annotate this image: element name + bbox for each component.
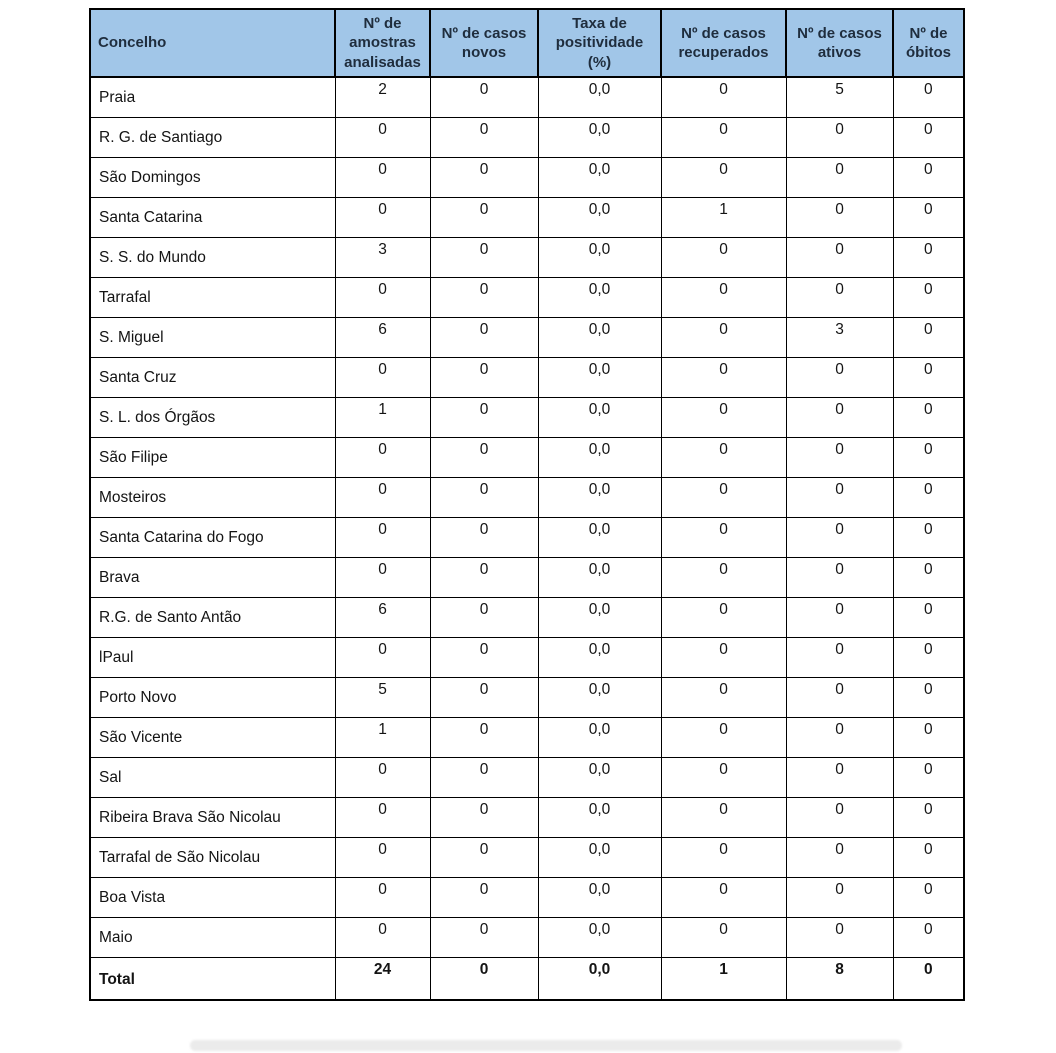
- column-header-casos-ativos: Nº de casos ativos: [786, 9, 893, 77]
- concelho-cell: lPaul: [90, 637, 335, 677]
- value-cell: 0: [335, 477, 430, 517]
- value-cell: 0: [786, 757, 893, 797]
- value-cell: 0: [661, 277, 786, 317]
- value-cell: 0: [430, 917, 538, 957]
- total-row: [90, 957, 964, 1000]
- value-cell: 0: [430, 957, 538, 1000]
- value-cell: 0: [430, 77, 538, 117]
- value-cell: 0,0: [538, 237, 661, 277]
- value-cell: 1: [335, 717, 430, 757]
- value-cell: 0: [661, 637, 786, 677]
- value-cell: 0: [430, 517, 538, 557]
- value-cell: 0: [661, 357, 786, 397]
- value-cell: 0: [893, 117, 964, 157]
- column-header-taxa-positividade: Taxa de positividade (%): [538, 9, 661, 77]
- value-cell: 6: [335, 597, 430, 637]
- value-cell: 0: [430, 317, 538, 357]
- table-drop-shadow: [190, 1040, 902, 1051]
- value-cell: 0: [661, 77, 786, 117]
- table-row: [90, 357, 964, 397]
- value-cell: 0: [661, 157, 786, 197]
- value-cell: 0: [786, 837, 893, 877]
- value-cell: 0: [893, 917, 964, 957]
- value-cell: 0: [335, 877, 430, 917]
- table-body: [90, 77, 964, 1000]
- value-cell: 0: [661, 717, 786, 757]
- value-cell: 0,0: [538, 637, 661, 677]
- value-cell: 0: [786, 597, 893, 637]
- value-cell: 3: [786, 317, 893, 357]
- value-cell: 0: [893, 477, 964, 517]
- value-cell: 0: [661, 117, 786, 157]
- value-cell: 0: [661, 837, 786, 877]
- value-cell: 0: [661, 317, 786, 357]
- value-cell: 0: [430, 117, 538, 157]
- value-cell: 0,0: [538, 837, 661, 877]
- value-cell: 0: [893, 637, 964, 677]
- value-cell: 5: [335, 677, 430, 717]
- concelho-cell: São Vicente: [90, 717, 335, 757]
- value-cell: 0: [335, 357, 430, 397]
- value-cell: 0: [661, 877, 786, 917]
- value-cell: 0,0: [538, 877, 661, 917]
- value-cell: 0,0: [538, 797, 661, 837]
- table-row: [90, 157, 964, 197]
- value-cell: 0: [786, 517, 893, 557]
- value-cell: 1: [661, 197, 786, 237]
- value-cell: 0: [893, 397, 964, 437]
- value-cell: 0: [430, 437, 538, 477]
- value-cell: 0: [430, 597, 538, 637]
- concelho-cell: São Filipe: [90, 437, 335, 477]
- value-cell: 0,0: [538, 317, 661, 357]
- value-cell: 0: [335, 437, 430, 477]
- value-cell: 6: [335, 317, 430, 357]
- value-cell: 0: [335, 517, 430, 557]
- table-row: [90, 597, 964, 637]
- column-header-amostras-analisadas: Nº de amostras analisadas: [335, 9, 430, 77]
- table-row: [90, 917, 964, 957]
- value-cell: 0: [893, 757, 964, 797]
- value-cell: 0,0: [538, 597, 661, 637]
- table-container: [89, 8, 965, 1001]
- concelho-cell: Santa Catarina: [90, 197, 335, 237]
- value-cell: 0,0: [538, 477, 661, 517]
- concelho-cell: R.G. de Santo Antão: [90, 597, 335, 637]
- value-cell: 0: [661, 477, 786, 517]
- value-cell: 0: [893, 677, 964, 717]
- value-cell: 0: [661, 237, 786, 277]
- concelho-cell: Ribeira Brava São Nicolau: [90, 797, 335, 837]
- value-cell: 0: [661, 437, 786, 477]
- value-cell: 0: [786, 357, 893, 397]
- value-cell: 0,0: [538, 957, 661, 1000]
- value-cell: 0,0: [538, 117, 661, 157]
- table-row: [90, 317, 964, 357]
- table-row: [90, 877, 964, 917]
- value-cell: 0: [893, 717, 964, 757]
- concelho-cell: Santa Catarina do Fogo: [90, 517, 335, 557]
- value-cell: 0: [335, 197, 430, 237]
- value-cell: 0: [786, 157, 893, 197]
- column-header-casos-novos: Nº de casos novos: [430, 9, 538, 77]
- value-cell: 0,0: [538, 677, 661, 717]
- value-cell: 0: [893, 837, 964, 877]
- concelho-cell: Sal: [90, 757, 335, 797]
- value-cell: 0,0: [538, 557, 661, 597]
- value-cell: 0: [786, 917, 893, 957]
- value-cell: 0: [661, 677, 786, 717]
- concelho-cell: Porto Novo: [90, 677, 335, 717]
- value-cell: 0: [786, 397, 893, 437]
- value-cell: 0: [335, 837, 430, 877]
- value-cell: 0: [893, 437, 964, 477]
- value-cell: 0,0: [538, 517, 661, 557]
- table-header: [90, 9, 964, 77]
- value-cell: 0: [430, 357, 538, 397]
- table-row: [90, 837, 964, 877]
- value-cell: 0: [786, 637, 893, 677]
- table-row: [90, 517, 964, 557]
- table-row: [90, 117, 964, 157]
- column-header-concelho: Concelho: [90, 9, 335, 77]
- table-row: [90, 277, 964, 317]
- concelhos-table: [89, 8, 965, 1001]
- value-cell: 0,0: [538, 197, 661, 237]
- concelho-cell: São Domingos: [90, 157, 335, 197]
- value-cell: 8: [786, 957, 893, 1000]
- table-row: [90, 197, 964, 237]
- concelho-cell: Total: [90, 957, 335, 1000]
- table-row: [90, 557, 964, 597]
- value-cell: 0: [786, 437, 893, 477]
- value-cell: 0: [430, 757, 538, 797]
- concelho-cell: Maio: [90, 917, 335, 957]
- value-cell: 0: [786, 717, 893, 757]
- concelho-cell: Brava: [90, 557, 335, 597]
- value-cell: 0: [893, 237, 964, 277]
- value-cell: 0: [430, 677, 538, 717]
- concelho-cell: S. Miguel: [90, 317, 335, 357]
- value-cell: 0,0: [538, 717, 661, 757]
- value-cell: 0: [893, 797, 964, 837]
- value-cell: 0: [335, 797, 430, 837]
- table-row: [90, 637, 964, 677]
- value-cell: 0: [661, 557, 786, 597]
- value-cell: 0: [430, 717, 538, 757]
- concelho-cell: S. S. do Mundo: [90, 237, 335, 277]
- value-cell: 0: [335, 917, 430, 957]
- value-cell: 0: [786, 197, 893, 237]
- value-cell: 0: [430, 637, 538, 677]
- concelho-cell: Mosteiros: [90, 477, 335, 517]
- value-cell: 0: [661, 917, 786, 957]
- value-cell: 0,0: [538, 757, 661, 797]
- value-cell: 0: [893, 277, 964, 317]
- value-cell: 0: [893, 957, 964, 1000]
- value-cell: 0,0: [538, 157, 661, 197]
- value-cell: 0: [786, 277, 893, 317]
- table-row: [90, 77, 964, 117]
- table-row: [90, 797, 964, 837]
- table-row: [90, 717, 964, 757]
- table-row: [90, 237, 964, 277]
- value-cell: 0: [661, 397, 786, 437]
- value-cell: 0,0: [538, 77, 661, 117]
- header-row: [90, 9, 964, 77]
- value-cell: 5: [786, 77, 893, 117]
- value-cell: 0: [786, 877, 893, 917]
- value-cell: 0: [430, 397, 538, 437]
- value-cell: 0: [893, 77, 964, 117]
- value-cell: 0: [661, 517, 786, 557]
- value-cell: 0: [430, 797, 538, 837]
- value-cell: 0,0: [538, 437, 661, 477]
- table-row: [90, 677, 964, 717]
- column-header-casos-recuperados: Nº de casos recuperados: [661, 9, 786, 77]
- value-cell: 0: [893, 197, 964, 237]
- value-cell: 0: [430, 877, 538, 917]
- value-cell: 0,0: [538, 277, 661, 317]
- value-cell: 1: [335, 397, 430, 437]
- value-cell: 2: [335, 77, 430, 117]
- value-cell: 0: [430, 157, 538, 197]
- value-cell: 0: [335, 277, 430, 317]
- value-cell: 0: [430, 837, 538, 877]
- value-cell: 0: [893, 877, 964, 917]
- value-cell: 0: [335, 757, 430, 797]
- value-cell: 0,0: [538, 357, 661, 397]
- concelho-cell: Santa Cruz: [90, 357, 335, 397]
- value-cell: 24: [335, 957, 430, 1000]
- value-cell: 0: [335, 637, 430, 677]
- value-cell: 0: [335, 117, 430, 157]
- concelho-cell: S. L. dos Órgãos: [90, 397, 335, 437]
- concelho-cell: Boa Vista: [90, 877, 335, 917]
- value-cell: 0: [430, 477, 538, 517]
- value-cell: 0: [430, 197, 538, 237]
- value-cell: 0: [786, 477, 893, 517]
- value-cell: 0: [661, 757, 786, 797]
- value-cell: 0: [661, 797, 786, 837]
- concelho-cell: Tarrafal de São Nicolau: [90, 837, 335, 877]
- concelho-cell: Praia: [90, 77, 335, 117]
- value-cell: 0: [786, 117, 893, 157]
- table-row: [90, 397, 964, 437]
- table-row: [90, 477, 964, 517]
- value-cell: 0: [786, 237, 893, 277]
- concelho-cell: Tarrafal: [90, 277, 335, 317]
- value-cell: 0: [786, 677, 893, 717]
- value-cell: 0: [335, 157, 430, 197]
- value-cell: 0: [786, 797, 893, 837]
- value-cell: 1: [661, 957, 786, 1000]
- value-cell: 0,0: [538, 917, 661, 957]
- table-row: [90, 757, 964, 797]
- value-cell: 0: [893, 557, 964, 597]
- value-cell: 0: [893, 157, 964, 197]
- value-cell: 0: [893, 317, 964, 357]
- value-cell: 0: [430, 557, 538, 597]
- value-cell: 0: [786, 557, 893, 597]
- value-cell: 0: [893, 517, 964, 557]
- value-cell: 0: [893, 597, 964, 637]
- concelho-cell: R. G. de Santiago: [90, 117, 335, 157]
- value-cell: 0: [661, 597, 786, 637]
- table-row: [90, 437, 964, 477]
- value-cell: 3: [335, 237, 430, 277]
- value-cell: 0: [335, 557, 430, 597]
- value-cell: 0: [430, 237, 538, 277]
- column-header-obitos: Nº de óbitos: [893, 9, 964, 77]
- value-cell: 0: [430, 277, 538, 317]
- value-cell: 0: [893, 357, 964, 397]
- value-cell: 0,0: [538, 397, 661, 437]
